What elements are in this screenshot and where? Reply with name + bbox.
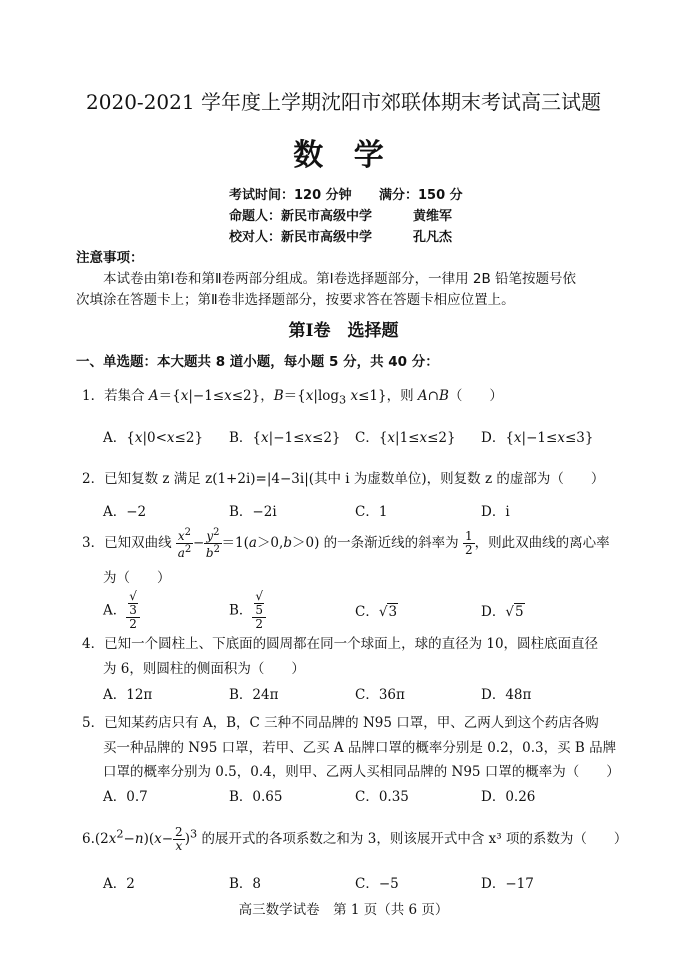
q4-option-d: D．48π [481,687,532,703]
notice-heading: 注意事项： [76,250,144,266]
notice-line-2: 次填涂在答题卡上；第Ⅱ卷非选择题部分，按要求答在答题卡相应位置上。 [76,292,515,308]
q2-option-c: C．1 [355,504,388,520]
question-6: $6.(2x^2-n)(x-$ $\frac{2}{x}$ )$^3$ 的展开式的各项系数之和为 3，则该展开式中含 x³ 项的系数为（ ） [82,825,628,854]
q4-option-b: B．24π [229,687,279,703]
q6-option-d: D．−17 [481,876,534,892]
question-3: 3．已知双曲线 $\frac{x^2}{a^2}$ − $\frac{y^2}{b^2}$ ＝1(a＞0,b＞0) 的一条渐近线的斜率为 $\frac{1}{2}$ ，则此双曲线的离心率 [82,527,610,561]
q3-option-a: A． √ 3 2 [103,590,140,632]
full-score: 满分：150 分 [379,188,463,203]
checker-name: 孔凡杰 [413,230,453,245]
q4-option-c: C．36π [355,687,405,703]
q3-option-b: B． √ 5 2 [229,590,266,632]
q2-option-b: B．−2i [229,504,277,520]
question-3-cont: 为（ ） [103,570,171,586]
question-5-line-1: 5．已知某药店只有 A，B，C 三种不同品牌的 N95 口罩，甲、乙两人到这个药店各购 [82,715,599,731]
subject-title: 数 学 [293,138,394,173]
question-1: 1．若集合 A＝{x|−1≤x≤2}，$B=\{x|\log_3$ x≤1}，则 A∩B（ ） [82,388,503,407]
question-5-line-2: 买一种品牌的 N95 口罩，若甲、乙买 A 品牌口罩的概率分别是 0.2，0.3，买 B 品牌 [103,740,617,756]
page-footer: 高三数学试卷 第 1 页（共 6 页） [238,902,449,918]
question-6-text: 的展开式的各项系数之和为 3，则该展开式中含 x³ 项的系数为（ ） [201,831,628,848]
question-2: 2．已知复数 z 满足 z(1+2i)=|4−3i|(其中 i 为虚数单位)，则复数 z 的虚部为（ ） [82,471,605,487]
q4-option-a: A．12π [103,687,153,703]
q5-option-d: D．0.26 [481,789,536,805]
q2-option-a: A．−2 [103,504,147,520]
q1-option-c: C．{x|1≤x≤2} [355,430,456,446]
q6-option-b: B．8 [229,876,262,892]
part1-heading: 一、单选题：本大题共 8 道小题，每小题 5 分，共 40 分： [76,354,439,370]
checker-label: 校对人：新民市高级中学 [229,230,373,245]
exam-time: 考试时间：120 分钟 [229,188,352,203]
q6-option-a: A．2 [103,876,135,892]
q5-option-a: A．0.7 [103,789,148,805]
q1-option-a: A．{x|0<x≤2} [103,430,204,446]
q3-option-c: C．√3 [355,604,398,620]
q5-option-b: B．0.65 [229,789,283,805]
q1-option-d: D．{x|−1≤x≤3} [481,430,594,446]
q5-option-c: C．0.35 [355,789,409,805]
q2-option-d: D．i [481,504,510,520]
q3-option-d: D．√5 [481,604,524,620]
q1-option-b: B．{x|−1≤x≤2} [229,430,341,446]
question-5-line-3: 口罩的概率分别为 0.5，0.4，则甲、乙两人买相同品牌的 N95 口罩的概率为（ ） [103,764,620,780]
setter-name: 黄维军 [413,209,453,224]
question-4-line-1: 4．已知一个圆柱上、下底面的圆周都在同一个球面上，球的直径为 10，圆柱底面直径 [82,636,599,652]
q6-option-c: C．−5 [355,876,399,892]
page-title: 2020-2021 学年度上学期沈阳市郊联体期末考试高三试题 [86,90,601,114]
question-4-line-2: 为 6，则圆柱的侧面积为（ ） [103,661,305,677]
setter-label: 命题人：新民市高级中学 [229,209,373,224]
section-title: 第Ⅰ卷 选择题 [288,321,399,341]
notice-line-1: 本试卷由第Ⅰ卷和第Ⅱ卷两部分组成。第Ⅰ卷选择题部分，一律用 2B 铅笔按题号依 [103,271,577,287]
